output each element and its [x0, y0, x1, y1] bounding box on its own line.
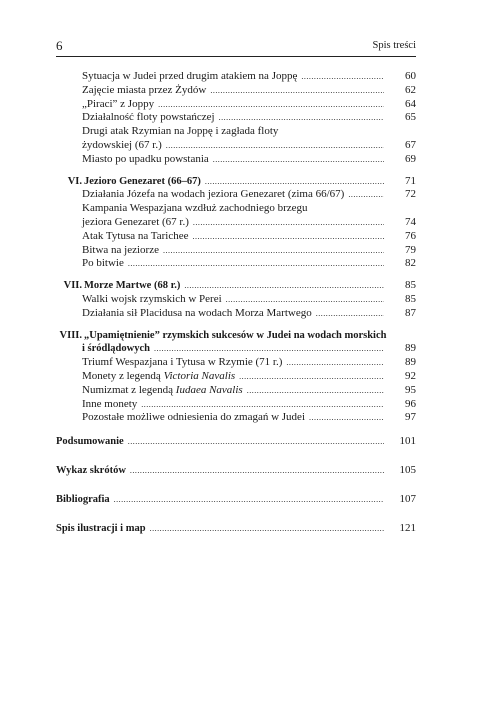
entry-title: Walki wojsk rzymskich w Perei: [82, 292, 222, 305]
entry-page: 97: [405, 411, 416, 424]
entry-page: 76: [405, 229, 416, 242]
entry-title: Po bitwie: [82, 257, 124, 270]
toc-entry[interactable]: [56, 370, 416, 384]
entry-page: 60: [405, 70, 416, 82]
running-head: Spis treści: [372, 40, 416, 51]
toc-entry[interactable]: [56, 411, 416, 425]
entry-page: 67: [405, 138, 416, 151]
chapter-page: 85: [405, 279, 416, 292]
toc-entry[interactable]: [56, 384, 416, 398]
entry-page: 92: [405, 369, 416, 382]
toc-entry[interactable]: [56, 293, 416, 307]
toc-entry[interactable]: [56, 153, 416, 167]
entry-title: Wykaz skrótów: [56, 464, 126, 476]
toc-entry[interactable]: [56, 356, 416, 370]
chapter-number: VI.: [67, 175, 82, 187]
entry-page: 64: [405, 97, 416, 110]
entry-title: Spis ilustracji i map: [56, 522, 146, 534]
page-header: [56, 38, 416, 56]
entry-page: 89: [405, 356, 416, 369]
entry-title: Działalność floty powstańczej: [82, 111, 215, 124]
toc-entry[interactable]: [56, 111, 416, 125]
entry-title-italic: Iudaea Navalis: [175, 383, 243, 396]
entry-title: Bibliografia: [56, 493, 110, 505]
toc-abbreviations[interactable]: [56, 464, 416, 478]
entry-page: 85: [405, 292, 416, 305]
entry-page: 62: [405, 83, 416, 96]
entry-page: 82: [405, 257, 416, 270]
toc-illustrations[interactable]: [56, 522, 416, 536]
entry-title-italic: Victoria Navalis: [163, 369, 236, 382]
entry-title: Działania sił Placidusa na wodach Morza Martwego: [82, 306, 312, 319]
entry-title: Sytuacja w Judei przed drugim atakiem na Joppę: [82, 70, 298, 82]
chapter-title: Morze Martwe (68 r.): [84, 280, 181, 292]
entry-title: Zajęcie miasta przez Żydów: [82, 83, 207, 96]
toc-entry[interactable]: [56, 230, 416, 244]
entry-page: 96: [405, 397, 416, 410]
entry-page: 107: [399, 492, 416, 505]
entry-title: Działania Józefa na wodach jeziora Genezaret (zima 66/67): [82, 188, 345, 201]
entry-title: [82, 384, 243, 398]
entry-title: Triumf Wespazjana i Tytusa w Rzymie (71 r.): [82, 356, 283, 369]
entry-title: Pozostałe możliwe odniesienia do zmagań w Judei: [82, 411, 305, 424]
entry-page: 101: [399, 435, 416, 448]
entry-page: 121: [399, 521, 416, 534]
toc-chapter-6[interactable]: [56, 175, 416, 189]
header-rule: [56, 56, 416, 57]
entry-page: 95: [405, 383, 416, 396]
toc-entry[interactable]: [56, 307, 416, 321]
entry-page: 87: [405, 306, 416, 319]
entry-title: Podsumowanie: [56, 436, 124, 448]
toc-entry[interactable]: [56, 84, 416, 98]
entry-title: [82, 370, 235, 384]
toc-chapter-7[interactable]: [56, 279, 416, 293]
table-of-contents: [56, 70, 416, 535]
chapter-title: Jezioro Genezaret (66–67): [84, 175, 201, 187]
toc-entry[interactable]: [56, 70, 416, 84]
entry-title: Bitwa na jeziorze: [82, 243, 159, 256]
toc-entry[interactable]: [56, 125, 416, 153]
chapter-page: 89: [405, 342, 416, 355]
entry-page: 65: [405, 111, 416, 124]
entry-title: Miasto po upadku powstania: [82, 152, 209, 165]
entry-title: „Piraci” z Joppy: [82, 97, 155, 110]
toc-bibliography[interactable]: [56, 493, 416, 507]
toc-entry[interactable]: [56, 398, 416, 412]
toc-chapter-8[interactable]: [56, 329, 416, 357]
toc-entry[interactable]: [56, 244, 416, 258]
entry-title: Inne monety: [82, 397, 138, 410]
toc-entry[interactable]: [56, 257, 416, 271]
chapter-number: VIII.: [59, 329, 82, 341]
chapter-page: 71: [405, 174, 416, 187]
page-number: 6: [56, 38, 63, 53]
chapter-number: VII.: [63, 280, 82, 292]
toc-summary[interactable]: [56, 435, 416, 449]
entry-page: 69: [405, 152, 416, 165]
toc-entry[interactable]: [56, 98, 416, 112]
entry-title-line1: Drugi atak Rzymian na Joppę i zagłada floty: [82, 125, 279, 138]
toc-entry[interactable]: [56, 202, 416, 230]
entry-title-prefix: Numizmat z legendą: [82, 383, 176, 396]
chapter-title: i śródlądowych: [82, 343, 150, 355]
chapter-title-line1: „Upamiętnienie” rzymskich sukcesów w Judei na wodach morskich: [84, 329, 387, 341]
toc-entry[interactable]: [56, 188, 416, 202]
entry-page: 105: [399, 463, 416, 476]
entry-page: 74: [405, 215, 416, 228]
entry-title: Atak Tytusa na Tarichee: [82, 229, 189, 242]
entry-title: jeziora Genezaret (67 r.): [82, 215, 189, 228]
entry-page: 72: [405, 188, 416, 201]
entry-title-prefix: Monety z legendą: [82, 369, 164, 382]
entry-title: żydowskiej (67 r.): [82, 138, 162, 151]
entry-title-line1: Kampania Wespazjana wzdłuż zachodniego brzegu: [82, 202, 308, 215]
entry-page: 79: [405, 243, 416, 256]
